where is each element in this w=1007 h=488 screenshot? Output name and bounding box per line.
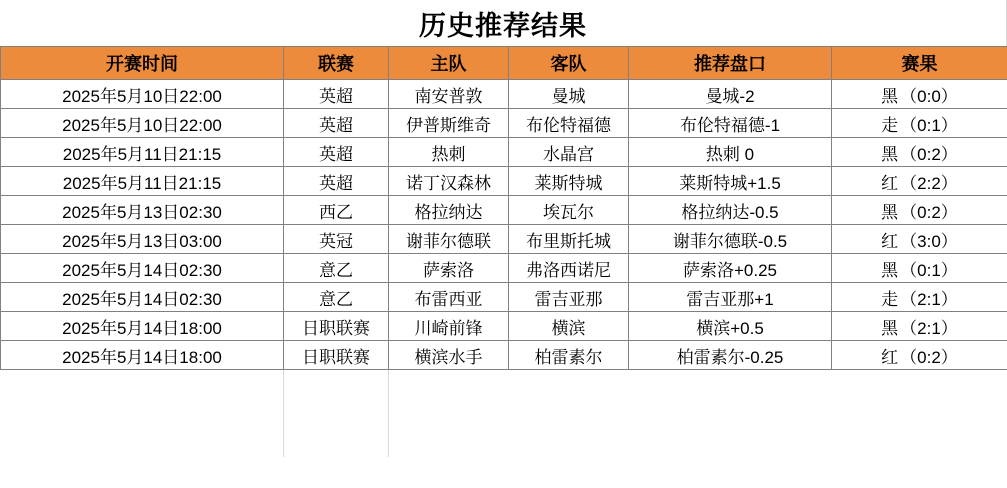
- cell-result: [832, 341, 1007, 370]
- result-label: 红: [881, 347, 899, 367]
- cell-home: 热刺: [389, 138, 509, 167]
- cell-result: [832, 225, 1007, 254]
- cell-away: 水晶宫: [509, 138, 629, 167]
- history-results-table: [0, 46, 1007, 370]
- result-score: （0:1）: [900, 115, 958, 135]
- cell-result: [832, 312, 1007, 341]
- cell-home: 南安普敦: [389, 80, 509, 109]
- empty-cell: [0, 370, 283, 399]
- cell-result: [832, 80, 1007, 109]
- empty-cell: [0, 428, 283, 457]
- cell-time: 2025年5月14日18:00: [1, 341, 284, 370]
- empty-cell: [283, 399, 388, 428]
- empty-cell: [388, 399, 1007, 428]
- result-label: 走: [881, 115, 899, 135]
- cell-result: [832, 138, 1007, 167]
- empty-row: [0, 428, 1007, 457]
- table-body: [1, 80, 1007, 370]
- cell-home: 伊普斯维奇: [389, 109, 509, 138]
- cell-pick: 雷吉亚那+1: [629, 283, 832, 312]
- cell-time: 2025年5月14日02:30: [1, 283, 284, 312]
- cell-away: 曼城: [509, 80, 629, 109]
- empty-row: [0, 370, 1007, 399]
- result-label: 红: [881, 231, 899, 251]
- result-score: （0:0）: [900, 86, 958, 106]
- cell-away: 雷吉亚那: [509, 283, 629, 312]
- table-row: [1, 225, 1007, 254]
- result-score: （2:1）: [900, 318, 958, 338]
- result-score: （0:1）: [900, 260, 958, 280]
- cell-league: 意乙: [284, 254, 389, 283]
- cell-league: 意乙: [284, 283, 389, 312]
- cell-league: 英超: [284, 167, 389, 196]
- cell-pick: 热刺 0: [629, 138, 832, 167]
- cell-time: 2025年5月10日22:00: [1, 80, 284, 109]
- cell-time: 2025年5月10日22:00: [1, 109, 284, 138]
- table-row: [1, 167, 1007, 196]
- result-label: 走: [881, 289, 899, 309]
- result-label: 黑: [881, 202, 899, 222]
- cell-away: 横滨: [509, 312, 629, 341]
- cell-home: 布雷西亚: [389, 283, 509, 312]
- empty-cell: [283, 370, 388, 399]
- cell-home: 格拉纳达: [389, 196, 509, 225]
- cell-league: 日职联赛: [284, 341, 389, 370]
- cell-league: 西乙: [284, 196, 389, 225]
- cell-pick: 柏雷素尔-0.25: [629, 341, 832, 370]
- cell-away: 莱斯特城: [509, 167, 629, 196]
- cell-league: 英超: [284, 80, 389, 109]
- cell-result: [832, 283, 1007, 312]
- result-score: （2:1）: [900, 289, 958, 309]
- cell-pick: 曼城-2: [629, 80, 832, 109]
- table-row: [1, 109, 1007, 138]
- table-header-row: [1, 47, 1007, 80]
- table-row: [1, 196, 1007, 225]
- empty-cell: [283, 428, 388, 457]
- column-header-league[interactable]: 联赛: [284, 47, 389, 80]
- result-label: 红: [881, 173, 899, 193]
- cell-home: 横滨水手: [389, 341, 509, 370]
- table-row: [1, 283, 1007, 312]
- cell-time: 2025年5月14日18:00: [1, 312, 284, 341]
- cell-time: 2025年5月14日02:30: [1, 254, 284, 283]
- cell-home: 川崎前锋: [389, 312, 509, 341]
- cell-pick: 谢菲尔德联-0.5: [629, 225, 832, 254]
- column-header-pick[interactable]: 推荐盘口: [629, 47, 832, 80]
- result-label: 黑: [881, 144, 899, 164]
- result-label: 黑: [881, 86, 899, 106]
- cell-league: 英超: [284, 109, 389, 138]
- table-row: [1, 254, 1007, 283]
- result-label: 黑: [881, 318, 899, 338]
- column-header-result[interactable]: 赛果: [832, 47, 1007, 80]
- cell-home: 谢菲尔德联: [389, 225, 509, 254]
- empty-row: [0, 399, 1007, 428]
- cell-pick: 格拉纳达-0.5: [629, 196, 832, 225]
- empty-cell: [388, 428, 1007, 457]
- cell-pick: 横滨+0.5: [629, 312, 832, 341]
- cell-result: [832, 167, 1007, 196]
- cell-result: [832, 196, 1007, 225]
- cell-pick: 萨索洛+0.25: [629, 254, 832, 283]
- column-header-home[interactable]: 主队: [389, 47, 509, 80]
- result-score: （2:2）: [900, 173, 958, 193]
- result-score: （3:0）: [900, 231, 958, 251]
- cell-time: 2025年5月13日02:30: [1, 196, 284, 225]
- table-row: [1, 341, 1007, 370]
- result-label: 黑: [881, 260, 899, 280]
- page-title-row: [0, 0, 1007, 46]
- cell-league: 英冠: [284, 225, 389, 254]
- column-header-away[interactable]: 客队: [509, 47, 629, 80]
- cell-away: 布伦特福德: [509, 109, 629, 138]
- cell-result: [832, 109, 1007, 138]
- table-row: [1, 80, 1007, 109]
- cell-away: 弗洛西诺尼: [509, 254, 629, 283]
- table-row: [1, 312, 1007, 341]
- result-score: （0:2）: [900, 347, 958, 367]
- cell-pick: 莱斯特城+1.5: [629, 167, 832, 196]
- page-title: 历史推荐结果: [419, 10, 587, 41]
- cell-time: 2025年5月11日21:15: [1, 138, 284, 167]
- empty-cell: [388, 370, 1007, 399]
- empty-cell: [0, 399, 283, 428]
- cell-pick: 布伦特福德-1: [629, 109, 832, 138]
- cell-away: 布里斯托城: [509, 225, 629, 254]
- cell-result: [832, 254, 1007, 283]
- column-header-time[interactable]: 开赛时间: [1, 47, 284, 80]
- cell-time: 2025年5月11日21:15: [1, 167, 284, 196]
- cell-home: 萨索洛: [389, 254, 509, 283]
- result-score: （0:2）: [900, 144, 958, 164]
- cell-time: 2025年5月13日03:00: [1, 225, 284, 254]
- cell-away: 柏雷素尔: [509, 341, 629, 370]
- cell-league: 英超: [284, 138, 389, 167]
- cell-home: 诺丁汉森林: [389, 167, 509, 196]
- result-score: （0:2）: [900, 202, 958, 222]
- table-row: [1, 138, 1007, 167]
- empty-rows-area: [0, 370, 1007, 457]
- cell-away: 埃瓦尔: [509, 196, 629, 225]
- cell-league: 日职联赛: [284, 312, 389, 341]
